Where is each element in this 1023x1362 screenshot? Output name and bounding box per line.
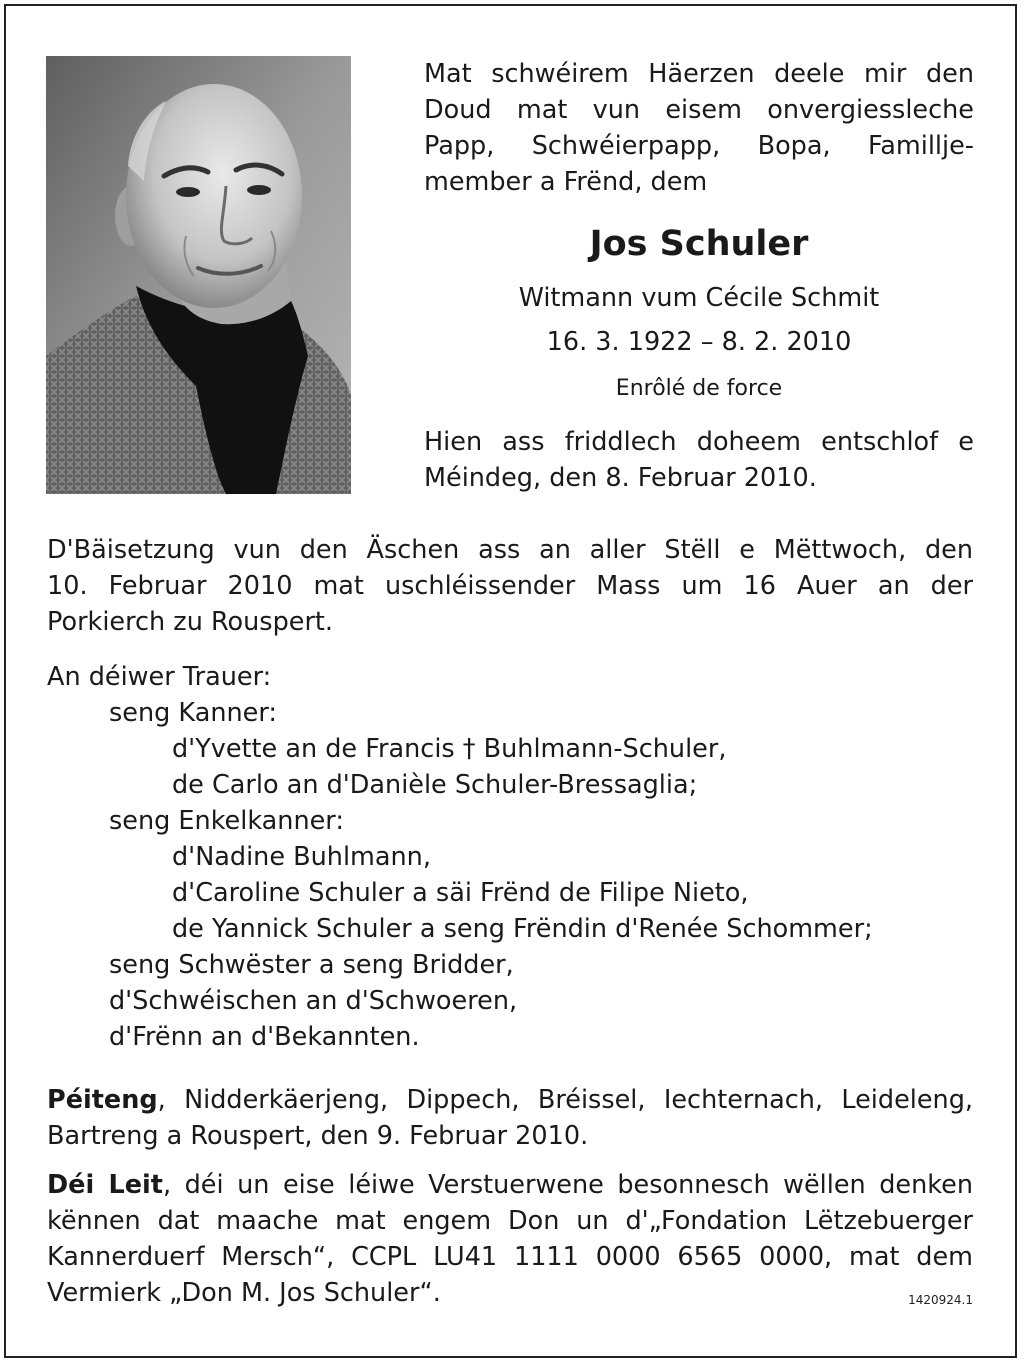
places-line-2: Bartreng a Rouspert, den 9. Februar 2010. xyxy=(47,1121,589,1151)
mourners-heading: An déiwer Trauer: xyxy=(47,662,272,692)
death-paragraph xyxy=(424,424,974,496)
donation-line-1-rest: , déi un eise léiwe Verstuerwene besonnesch wëllen denken xyxy=(162,1170,973,1200)
grandchild-entry-3: de Yannick Schuler a seng Frëndin d'Renée Schommer; xyxy=(172,914,873,944)
places-town-bold: Péiteng xyxy=(47,1085,158,1115)
deceased-name: Jos Schuler xyxy=(589,224,809,264)
intro-paragraph xyxy=(424,56,974,200)
burial-paragraph xyxy=(47,532,973,640)
donation-line-4: Vermierk „Don M. Jos Schuler“. xyxy=(47,1278,441,1308)
intro-line-1: Mat schwéirem Häerzen deele mir den xyxy=(424,59,974,89)
widower-line: Witmann vum Cécile Schmit xyxy=(518,283,880,313)
places-line-1-rest: , Nidderkäerjeng, Dippech, Bréissel, Iechternach, Leideleng, xyxy=(157,1085,973,1115)
friends-entry: d'Frënn an d'Bekannten. xyxy=(109,1022,420,1052)
portrait-photo xyxy=(46,56,351,494)
in-laws-entry: d'Schwéischen an d'Schwoeren, xyxy=(109,986,518,1016)
intro-line-4: member a Frënd, dem xyxy=(424,167,708,197)
donation-line-2: kënnen dat maache mat engem Don un d'„Fondation Lëtzebuerger xyxy=(47,1206,973,1236)
children-label: seng Kanner: xyxy=(109,698,277,728)
death-line-2: Méindeg, den 8. Februar 2010. xyxy=(424,463,817,493)
grandchild-entry-1: d'Nadine Buhlmann, xyxy=(172,842,431,872)
donation-bold-start: Déi Leit xyxy=(47,1170,163,1200)
burial-line-3: Porkierch zu Rouspert. xyxy=(47,607,334,637)
intro-line-3: Papp, Schwéierpapp, Bopa, Famillje- xyxy=(424,131,974,161)
burial-line-2: 10. Februar 2010 mat uschléissender Mass um 16 Auer an der xyxy=(47,571,973,601)
child-entry-2: de Carlo an d'Danièle Schuler-Bressaglia; xyxy=(172,770,698,800)
places-paragraph xyxy=(47,1082,973,1154)
donation-line-1 xyxy=(47,1167,973,1203)
child-entry-1: d'Yvette an de Francis † Buhlmann-Schuler, xyxy=(172,734,727,764)
burial-line-1: D'Bäisetzung vun den Äschen ass an aller Stëll e Mëttwoch, den xyxy=(47,535,973,565)
death-line-1: Hien ass friddlech doheem entschlof e xyxy=(424,427,974,457)
places-line-1 xyxy=(47,1082,973,1118)
reference-number: 1420924.1 xyxy=(908,1293,973,1307)
donation-line-3: Kannerduerf Mersch“, CCPL LU41 1111 0000 6565 0000, mat dem xyxy=(47,1242,973,1272)
life-dates: 16. 3. 1922 – 8. 2. 2010 xyxy=(546,327,852,357)
grandchild-entry-2: d'Caroline Schuler a säi Frënd de Filipe Nieto, xyxy=(172,878,749,908)
siblings-entry: seng Schwëster a seng Bridder, xyxy=(109,950,514,980)
mourners-list xyxy=(47,659,973,1055)
enrole-note: Enrôlé de force xyxy=(615,376,783,401)
grandchildren-label: seng Enkelkanner: xyxy=(109,806,344,836)
intro-line-2: Doud mat vun eisem onvergiessleche xyxy=(424,95,974,125)
donation-paragraph xyxy=(47,1167,973,1311)
